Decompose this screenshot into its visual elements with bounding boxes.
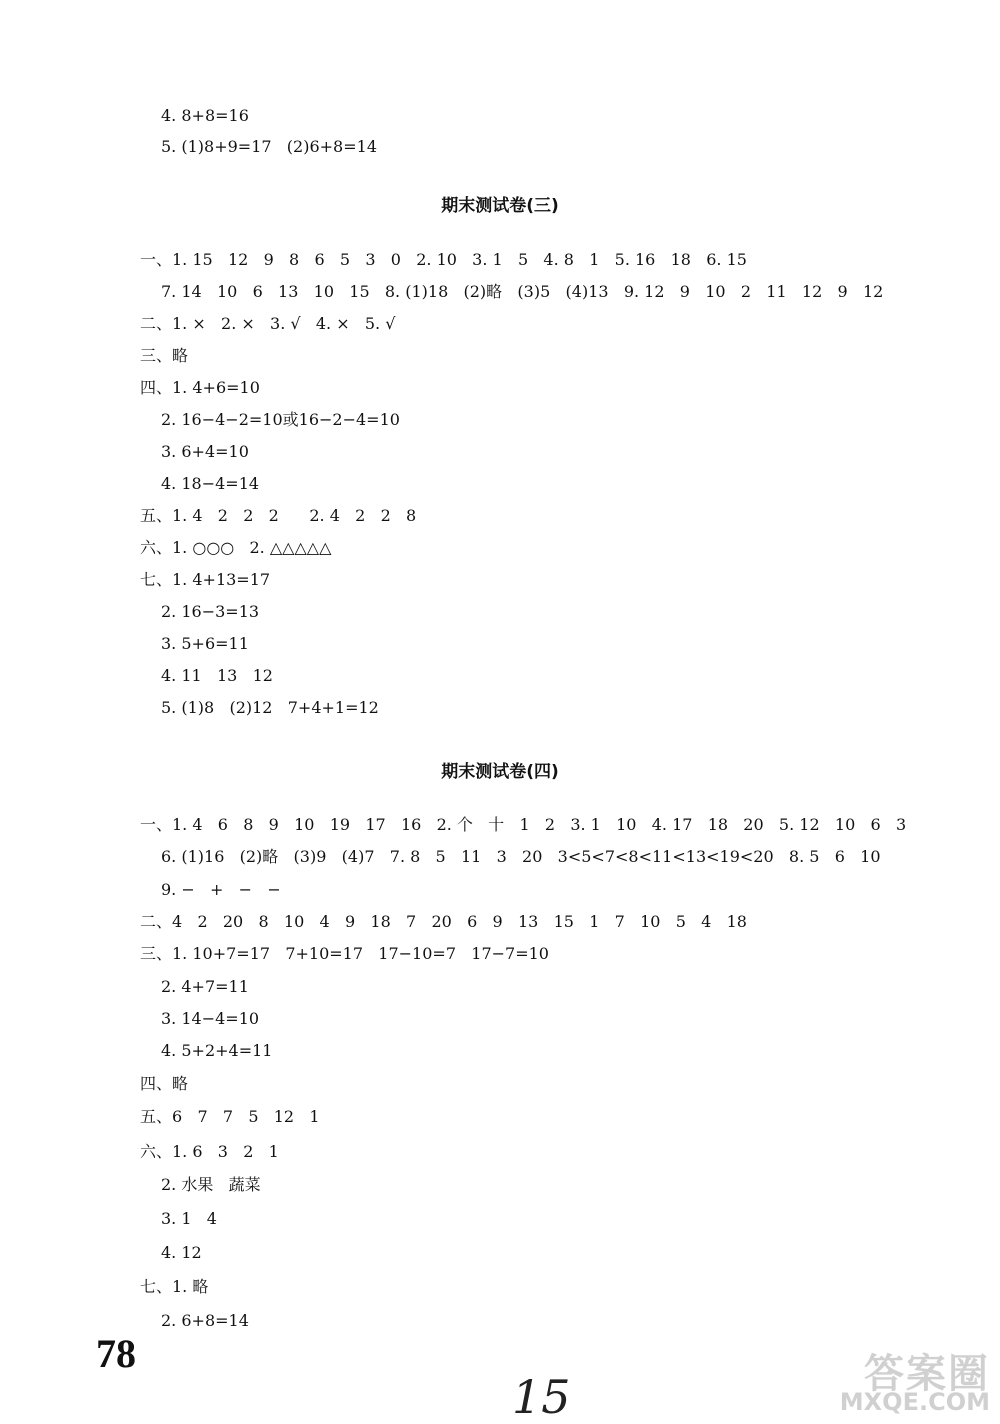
answer-line: 二、4 2 20 8 10 4 9 18 7 20 6 9 13 15 1 7 10 5 4 18 xyxy=(140,912,747,931)
answer-line: 三、略 xyxy=(140,346,189,365)
answer-line: 四、1. 4+6=10 xyxy=(140,378,260,397)
answer-line: 7. 14 10 6 13 10 15 8. (1)18 (2)略 (3)5 (4)13 9. 12 9 10 2 11 12 9 12 xyxy=(161,282,884,301)
answer-line: 9. − + − − xyxy=(161,880,281,899)
handwritten-note: 15 xyxy=(512,1370,571,1424)
answer-line: 4. 5+2+4=11 xyxy=(161,1041,273,1060)
answer-line: 三、1. 10+7=17 7+10=17 17−10=7 17−7=10 xyxy=(140,944,549,963)
answer-line: 五、6 7 7 5 12 1 xyxy=(140,1107,320,1126)
answer-line: 4. 18−4=14 xyxy=(161,474,260,493)
answer-line: 四、略 xyxy=(140,1074,189,1093)
answer-line: 2. 4+7=11 xyxy=(161,977,249,996)
watermark xyxy=(800,1342,996,1420)
answer-line: 5. (1)8 (2)12 7+4+1=12 xyxy=(161,698,379,717)
answer-line: 六、1. ○○○ 2. △△△△△ xyxy=(140,538,332,557)
answer-line: 一、1. 15 12 9 8 6 5 3 0 2. 10 3. 1 5 4. 8 1 5. 16 18 6. 15 xyxy=(140,250,747,269)
answer-line: 3. 14−4=10 xyxy=(161,1009,260,1028)
answer-line: 七、1. 略 xyxy=(140,1277,209,1296)
answer-line: 4. 8+8=16 xyxy=(161,106,249,125)
section-title-4: 期末测试卷(四) xyxy=(441,762,559,782)
answer-line: 六、1. 6 3 2 1 xyxy=(140,1142,279,1161)
answer-line: 二、1. × 2. × 3. √ 4. × 5. √ xyxy=(140,314,396,333)
answer-line: 4. 11 13 12 xyxy=(161,666,273,685)
answer-line: 2. 6+8=14 xyxy=(161,1311,249,1330)
watermark-logo: 答案圈 xyxy=(864,1351,990,1397)
section-title-3: 期末测试卷(三) xyxy=(441,196,559,216)
answer-line: 6. (1)16 (2)略 (3)9 (4)7 7. 8 5 11 3 20 3<5<7<8<11<13<19<20 8. 5 6 10 xyxy=(161,847,881,866)
answer-line: 一、1. 4 6 8 9 10 19 17 16 2. 个 十 1 2 3. 1 10 4. 17 18 20 5. 12 10 6 3 xyxy=(140,815,907,834)
answer-line: 3. 1 4 xyxy=(161,1209,217,1228)
answer-line: 2. 16−4−2=10或16−2−4=10 xyxy=(161,410,400,429)
answer-line: 2. 水果 蔬菜 xyxy=(161,1175,261,1194)
answer-line: 3. 6+4=10 xyxy=(161,442,249,461)
watermark-url: MXQE.COM xyxy=(839,1388,990,1416)
answer-line: 4. 12 xyxy=(161,1243,202,1262)
page-number: 78 xyxy=(96,1331,136,1376)
answer-line: 3. 5+6=11 xyxy=(161,634,249,653)
answer-line: 七、1. 4+13=17 xyxy=(140,570,271,589)
answer-line: 5. (1)8+9=17 (2)6+8=14 xyxy=(161,137,377,156)
answer-line: 2. 16−3=13 xyxy=(161,602,260,621)
answer-line: 五、1. 4 2 2 2 2. 4 2 2 8 xyxy=(140,506,417,525)
